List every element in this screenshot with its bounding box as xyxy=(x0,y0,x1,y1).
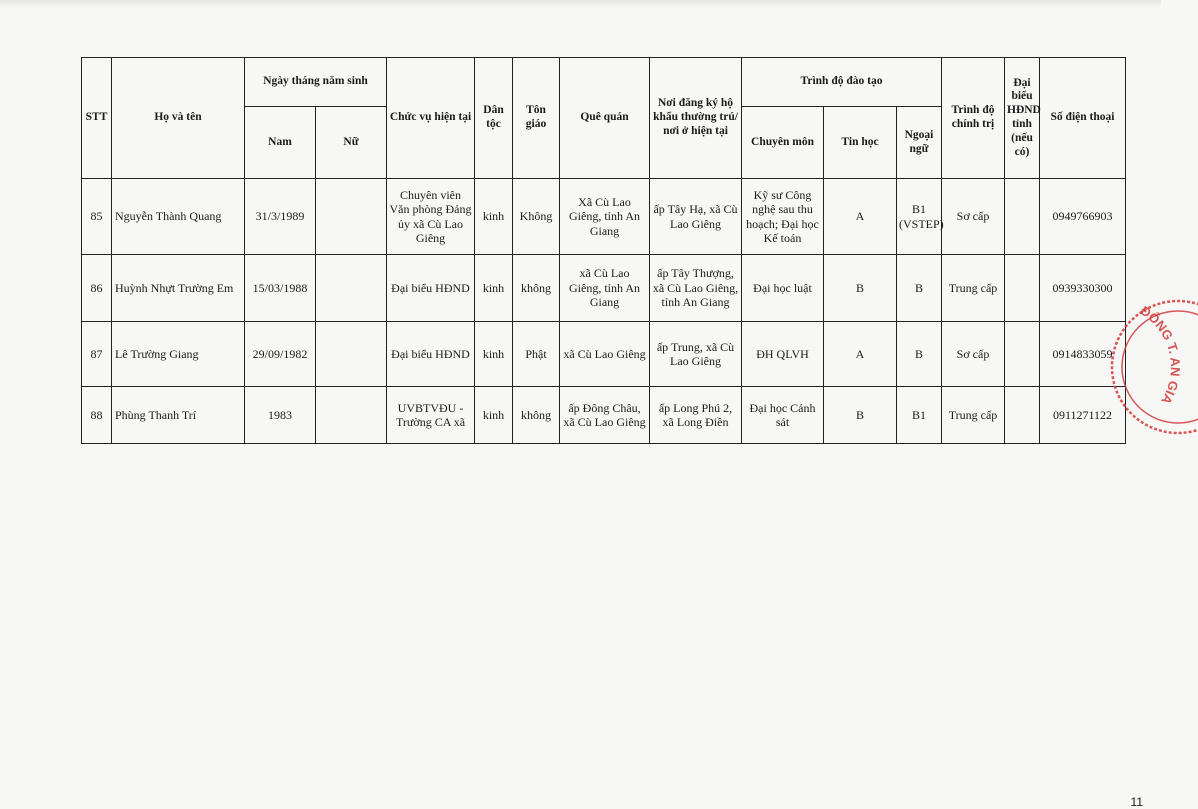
cell-name: Nguyễn Thành Quang xyxy=(112,179,245,255)
cell-stt: 86 xyxy=(82,255,112,322)
header-delegate: Đại biểu HĐND tỉnh (nếu có) xyxy=(1005,58,1040,179)
cell-residence: ấp Tây Thượng, xã Cù Lao Giêng, tỉnh An Giang xyxy=(650,255,742,322)
cell-male: 29/09/1982 xyxy=(245,322,316,387)
cell-residence: ấp Tây Hạ, xã Cù Lao Giêng xyxy=(650,179,742,255)
cell-language: B1 (VSTEP) xyxy=(897,179,942,255)
header-phone: Số điện thoại xyxy=(1040,58,1126,179)
cell-name: Huỳnh Nhựt Trường Em xyxy=(112,255,245,322)
header-row-top xyxy=(82,58,1126,107)
cell-residence: ấp Trung, xã Cù Lao Giêng xyxy=(650,322,742,387)
stamp-text: ĐÔNG T. AN GIA xyxy=(1137,302,1184,407)
cell-phone: 0939330300 xyxy=(1040,255,1126,322)
cell-male: 31/3/1989 xyxy=(245,179,316,255)
header-it: Tin học xyxy=(824,107,897,179)
cell-female xyxy=(316,387,387,444)
cell-religion: Không xyxy=(513,179,560,255)
cell-hometown: ấp Đông Châu, xã Cù Lao Giêng xyxy=(560,387,650,444)
cell-residence: ấp Long Phú 2, xã Long Điền xyxy=(650,387,742,444)
cell-male: 1983 xyxy=(245,387,316,444)
cell-position: Chuyên viên Văn phòng Đảng ủy xã Cù Lao Giêng xyxy=(387,179,475,255)
cell-delegate xyxy=(1005,179,1040,255)
cell-position: Đại biểu HĐND xyxy=(387,255,475,322)
cell-position: Đại biểu HĐND xyxy=(387,322,475,387)
cell-it: B xyxy=(824,255,897,322)
cell-religion: không xyxy=(513,387,560,444)
cell-stt: 88 xyxy=(82,387,112,444)
cell-stt: 87 xyxy=(82,322,112,387)
cell-hometown: Xã Cù Lao Giêng, tỉnh An Giang xyxy=(560,179,650,255)
header-female: Nữ xyxy=(316,107,387,179)
cell-religion: không xyxy=(513,255,560,322)
cell-hometown: xã Cù Lao Giêng, tỉnh An Giang xyxy=(560,255,650,322)
header-language: Ngoại ngữ xyxy=(897,107,942,179)
cell-female xyxy=(316,255,387,322)
header-ethnicity: Dân tộc xyxy=(475,58,513,179)
cell-ethnicity: kinh xyxy=(475,255,513,322)
cell-name: Phùng Thanh Trí xyxy=(112,387,245,444)
svg-text:ĐÔNG T. AN GIA xyxy=(1138,303,1183,408)
cell-female xyxy=(316,322,387,387)
header-stt: STT xyxy=(82,58,112,179)
cell-language: B xyxy=(897,322,942,387)
cell-female xyxy=(316,179,387,255)
header-specialty: Chuyên môn xyxy=(742,107,824,179)
cell-it: A xyxy=(824,322,897,387)
cell-hometown: xã Cù Lao Giêng xyxy=(560,322,650,387)
cell-specialty: Đại học luật xyxy=(742,255,824,322)
header-hometown: Quê quán xyxy=(560,58,650,179)
header-position: Chức vụ hiện tại xyxy=(387,58,475,179)
cell-it: B xyxy=(824,387,897,444)
cell-position: UVBTVĐU - Trường CA xã xyxy=(387,387,475,444)
cell-specialty: ĐH QLVH xyxy=(742,322,824,387)
cell-delegate xyxy=(1005,387,1040,444)
cell-phone: 0911271122 xyxy=(1040,387,1126,444)
cell-language: B xyxy=(897,255,942,322)
header-education: Trình độ đào tạo xyxy=(742,58,942,107)
header-politics: Trình độ chính trị xyxy=(942,58,1005,179)
cell-specialty: Kỹ sư Công nghệ sau thu hoạch; Đại học Kế toán xyxy=(742,179,824,255)
cell-language: B1 xyxy=(897,387,942,444)
cell-stt: 85 xyxy=(82,179,112,255)
cell-delegate xyxy=(1005,322,1040,387)
header-dob: Ngày tháng năm sinh xyxy=(245,58,387,107)
cell-phone: 0949766903 xyxy=(1040,179,1126,255)
header-name: Họ và tên xyxy=(112,58,245,179)
cell-politics: Sơ cấp xyxy=(942,322,1005,387)
candidate-table xyxy=(81,57,1126,444)
table-row xyxy=(82,179,1126,255)
cell-politics: Sơ cấp xyxy=(942,179,1005,255)
cell-politics: Trung cấp xyxy=(942,255,1005,322)
header-male: Nam xyxy=(245,107,316,179)
header-religion: Tôn giáo xyxy=(513,58,560,179)
cell-male: 15/03/1988 xyxy=(245,255,316,322)
cell-name: Lê Trường Giang xyxy=(112,322,245,387)
cell-specialty: Đại học Cảnh sát xyxy=(742,387,824,444)
header-residence: Nơi đăng ký hộ khẩu thường trú/ nơi ở hiện tại xyxy=(650,58,742,179)
red-seal-stamp xyxy=(1108,290,1198,440)
cell-religion: Phật xyxy=(513,322,560,387)
page-number: 11 xyxy=(1130,795,1143,809)
cell-delegate xyxy=(1005,255,1040,322)
cell-ethnicity: kinh xyxy=(475,387,513,444)
scan-edge xyxy=(0,0,1161,8)
table-row xyxy=(82,387,1126,444)
cell-it: A xyxy=(824,179,897,255)
table-row xyxy=(82,255,1126,322)
cell-politics: Trung cấp xyxy=(942,387,1005,444)
cell-ethnicity: kinh xyxy=(475,322,513,387)
table-row xyxy=(82,322,1126,387)
cell-phone: 0914833059 xyxy=(1040,322,1126,387)
cell-ethnicity: kinh xyxy=(475,179,513,255)
